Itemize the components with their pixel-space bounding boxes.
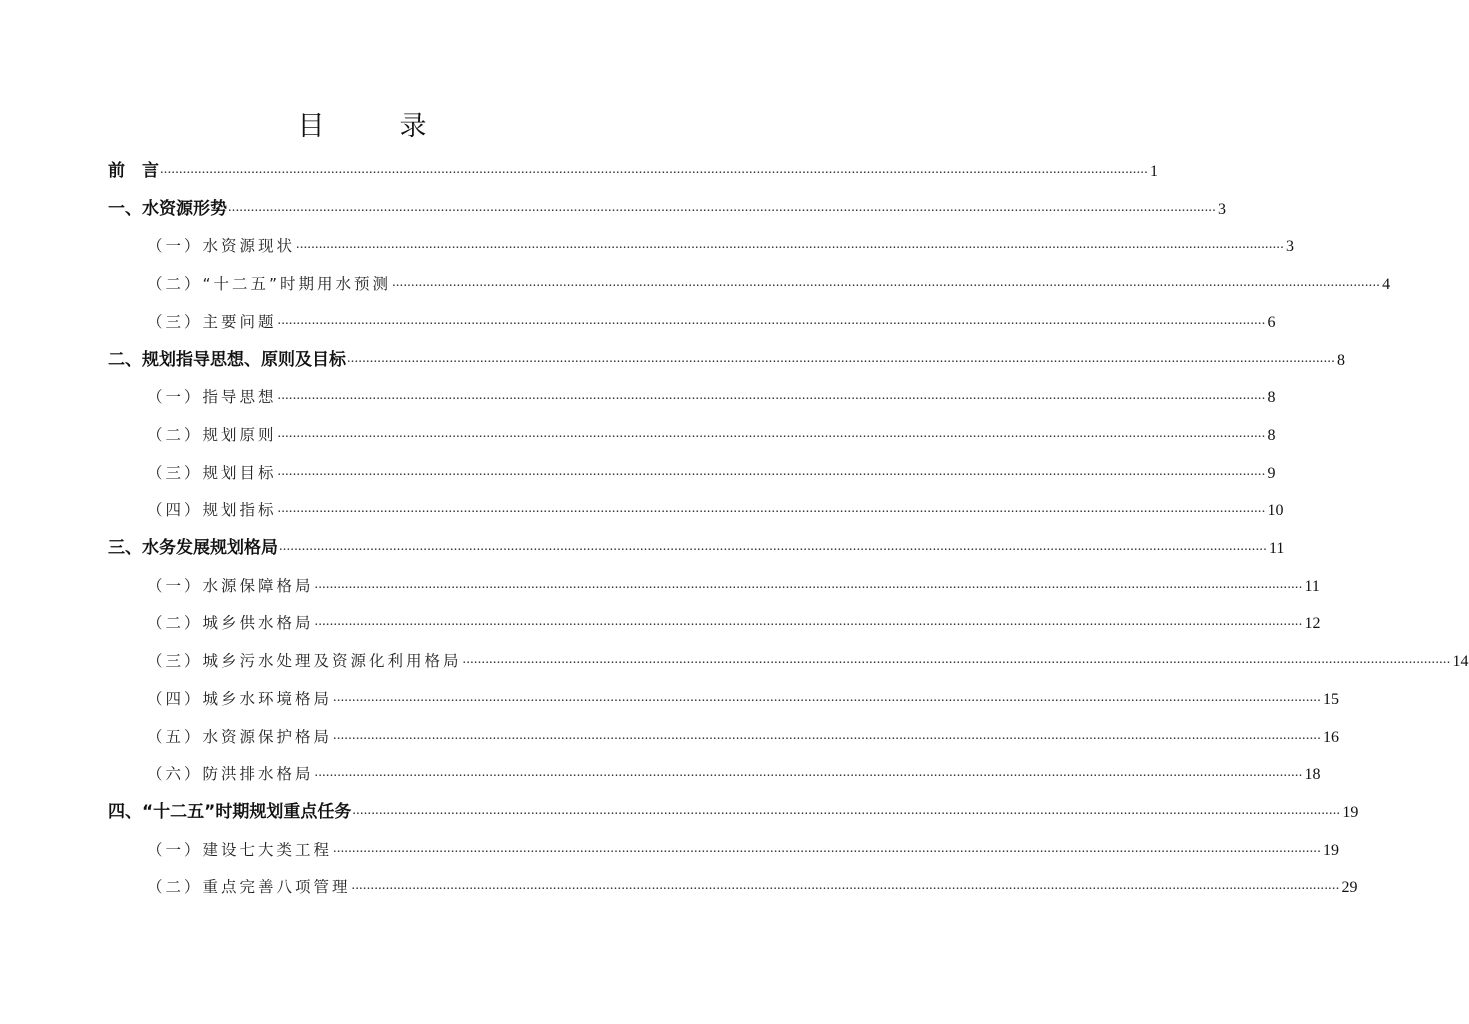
dot-leader: .................................................................................................................................................................................................................................................................... bbox=[392, 275, 1381, 291]
toc-entry-page-number: 19 bbox=[1323, 841, 1340, 859]
toc-entry[interactable] bbox=[0, 342, 1345, 370]
dot-leader: .................................................................................................................................................................................................................................................................... bbox=[296, 237, 1285, 253]
toc-entry[interactable] bbox=[0, 266, 1391, 294]
toc-entry-page-number: 3 bbox=[1218, 200, 1226, 218]
toc-entry-title: （四）城乡水环境格局 bbox=[147, 689, 333, 708]
toc-entry-page-number: 1 bbox=[1150, 163, 1158, 180]
toc-entry-title: 二、规划指导思想、原则及目标 bbox=[108, 349, 346, 370]
dot-leader: .................................................................................................................................................................................................................................................................... bbox=[279, 539, 1267, 554]
toc-entry-page-number: 4 bbox=[1382, 276, 1391, 294]
toc-entry[interactable] bbox=[0, 832, 1340, 860]
toc-entry[interactable] bbox=[0, 417, 1276, 445]
toc-entry[interactable] bbox=[0, 379, 1276, 407]
toc-entry[interactable] bbox=[0, 756, 1321, 784]
toc-entry[interactable] bbox=[0, 568, 1320, 596]
dot-leader: .................................................................................................................................................................................................................................................................... bbox=[277, 463, 1266, 479]
dot-leader: .................................................................................................................................................................................................................................................................... bbox=[351, 878, 1340, 894]
toc-entry-page-number: 11 bbox=[1269, 540, 1285, 557]
toc-entry-page-number: 9 bbox=[1267, 464, 1276, 482]
toc-entry-page-number: 15 bbox=[1323, 690, 1340, 708]
toc-entry[interactable] bbox=[0, 455, 1276, 483]
toc-entry-page-number: 8 bbox=[1267, 426, 1276, 444]
toc-entry[interactable] bbox=[0, 304, 1276, 332]
toc-entry-page-number: 14 bbox=[1452, 653, 1469, 671]
dot-leader: .................................................................................................................................................................................................................................................................... bbox=[277, 388, 1266, 404]
toc-entry[interactable] bbox=[0, 191, 1226, 219]
dot-leader: .................................................................................................................................................................................................................................................................... bbox=[277, 312, 1266, 328]
toc-entry[interactable] bbox=[0, 228, 1295, 256]
toc-entry[interactable] bbox=[0, 869, 1358, 897]
toc-entry-page-number: 8 bbox=[1267, 389, 1276, 407]
toc-entry-page-number: 29 bbox=[1341, 879, 1358, 897]
toc-entry-title: （四）规划指标 bbox=[147, 501, 277, 520]
toc-entry-title: （六）防洪排水格局 bbox=[147, 765, 314, 784]
toc-entry-title: （二）城乡供水格局 bbox=[147, 614, 314, 633]
toc-title: 目 录 bbox=[297, 111, 451, 142]
dot-leader: .................................................................................................................................................................................................................................................................... bbox=[462, 652, 1451, 668]
toc-entry-title: （三）主要问题 bbox=[147, 312, 277, 331]
toc-entry-page-number: 12 bbox=[1304, 615, 1321, 633]
dot-leader: .................................................................................................................................................................................................................................................................... bbox=[352, 802, 1341, 818]
dot-leader: .................................................................................................................................................................................................................................................................... bbox=[277, 425, 1266, 441]
toc-entry[interactable] bbox=[0, 530, 1285, 558]
dot-leader: .................................................................................................................................................................................................................................................................... bbox=[314, 765, 1303, 781]
dot-leader: .................................................................................................................................................................................................................................................................... bbox=[333, 689, 1322, 705]
toc-entry-title: （一）水资源现状 bbox=[147, 237, 296, 256]
toc-entry-page-number: 19 bbox=[1342, 803, 1359, 821]
toc-entry-page-number: 11 bbox=[1304, 577, 1320, 595]
dot-leader: .................................................................................................................................................................................................................................................................... bbox=[160, 162, 1148, 177]
toc-entry-title: （二）规划原则 bbox=[147, 425, 277, 444]
toc-entry-page-number: 8 bbox=[1337, 351, 1345, 369]
toc-entry[interactable] bbox=[0, 492, 1284, 520]
toc-entry-page-number: 3 bbox=[1286, 238, 1295, 256]
toc-entry[interactable] bbox=[0, 153, 1158, 181]
dot-leader: .................................................................................................................................................................................................................................................................... bbox=[277, 501, 1266, 517]
toc-entry-title: （三）规划目标 bbox=[147, 463, 277, 482]
dot-leader: .................................................................................................................................................................................................................................................................... bbox=[314, 614, 1303, 630]
toc-entry-title: （二）重点完善八项管理 bbox=[147, 878, 351, 897]
toc-entry-title: 前 言 bbox=[108, 161, 159, 181]
toc-entry-title: （一）指导思想 bbox=[147, 388, 277, 407]
toc-entry-title: （一）建设七大类工程 bbox=[147, 840, 333, 859]
toc-entry-title: （五）水资源保护格局 bbox=[147, 727, 333, 746]
dot-leader: .................................................................................................................................................................................................................................................................... bbox=[228, 199, 1216, 215]
toc-entry-title: 三、水务发展规划格局 bbox=[108, 538, 278, 558]
toc-entry-title: 一、水资源形势 bbox=[108, 198, 227, 219]
dot-leader: .................................................................................................................................................................................................................................................................... bbox=[333, 727, 1322, 743]
toc-entry-title: （三）城乡污水处理及资源化利用格局 bbox=[147, 652, 462, 671]
toc-entry[interactable] bbox=[0, 605, 1321, 633]
toc-entry-page-number: 6 bbox=[1267, 313, 1276, 331]
toc-entry-page-number: 10 bbox=[1267, 502, 1284, 520]
dot-leader: .................................................................................................................................................................................................................................................................... bbox=[314, 576, 1303, 592]
toc-entry-title: 四、“十二五”时期规划重点任务 bbox=[108, 801, 352, 822]
toc-entry[interactable] bbox=[0, 719, 1340, 747]
toc-entry-page-number: 16 bbox=[1323, 728, 1340, 746]
toc-entry[interactable] bbox=[0, 643, 1469, 671]
dot-leader: .................................................................................................................................................................................................................................................................... bbox=[347, 350, 1335, 366]
toc-entry-title: （二）“十二五”时期用水预测 bbox=[147, 275, 392, 294]
toc-entry-page-number: 18 bbox=[1304, 766, 1321, 784]
toc-entry[interactable] bbox=[0, 681, 1340, 709]
toc-entry[interactable] bbox=[0, 794, 1359, 822]
toc-entry-title: （一）水源保障格局 bbox=[147, 576, 314, 595]
dot-leader: .................................................................................................................................................................................................................................................................... bbox=[333, 840, 1322, 856]
